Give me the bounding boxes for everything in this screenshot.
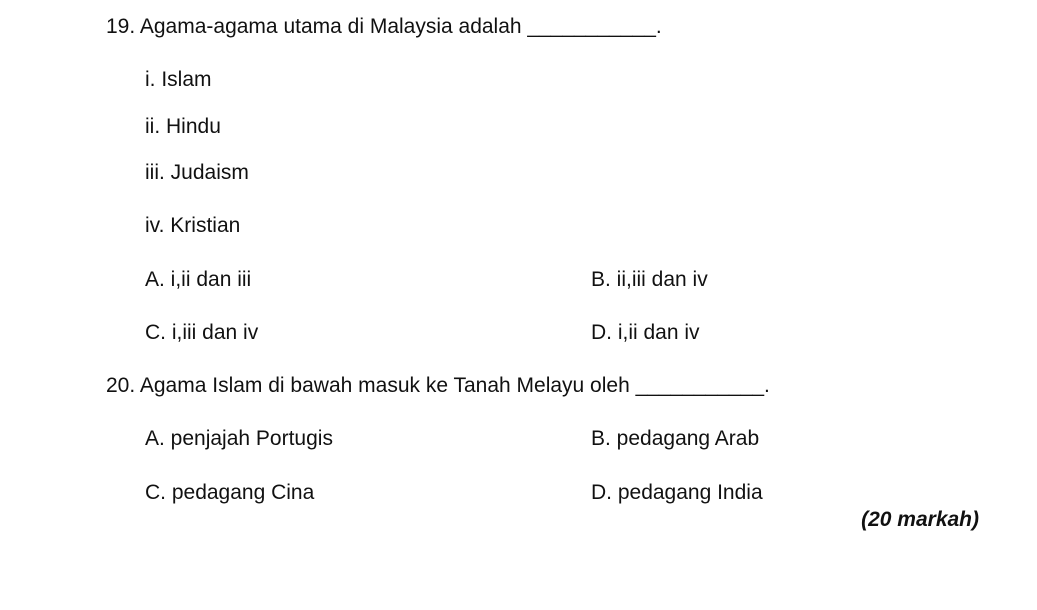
total-marks: (20 markah) (861, 508, 979, 531)
q19-option-a: A. i,ii dan iii (145, 268, 252, 291)
q20-option-b: B. pedagang Arab (591, 427, 760, 450)
q19-option-b: B. ii,iii dan iv (591, 268, 708, 291)
q19-item-ii: ii. Hindu (145, 115, 221, 138)
q19-item-i: i. Islam (145, 68, 212, 91)
question-19-text: 19. Agama-agama utama di Malaysia adalah ___________. (106, 15, 662, 38)
question-20-text: 20. Agama Islam di bawah masuk ke Tanah Melayu oleh ___________. (106, 374, 770, 397)
q19-item-iv: iv. Kristian (145, 214, 241, 237)
q19-option-d: D. i,ii dan iv (591, 321, 700, 344)
q19-item-iii: iii. Judaism (145, 161, 249, 184)
q20-option-c: C. pedagang Cina (145, 481, 315, 504)
q19-option-c: C. i,iii dan iv (145, 321, 259, 344)
q20-option-a: A. penjajah Portugis (145, 427, 333, 450)
q20-option-d: D. pedagang India (591, 481, 763, 504)
